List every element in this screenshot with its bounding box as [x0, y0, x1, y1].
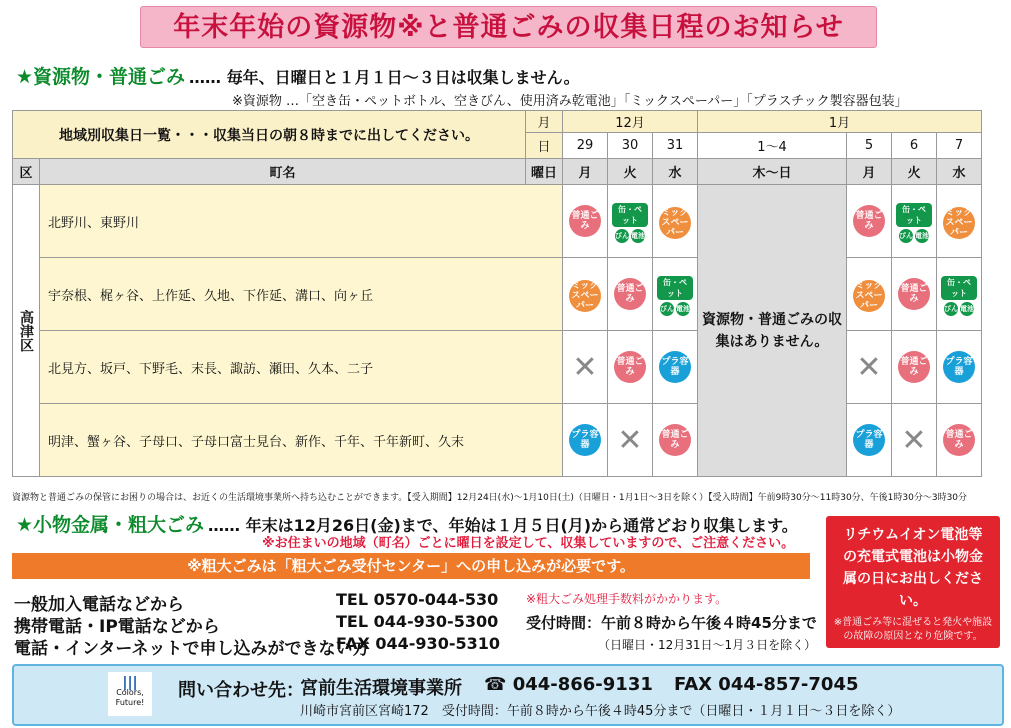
dow-tue: 火	[608, 159, 653, 185]
day-7: 7	[937, 133, 982, 159]
futsu-icon: 普通ごみ	[853, 205, 885, 237]
table-row	[40, 331, 563, 404]
section1-note: …… 毎年、日曜日と１月１日〜３日は収集しません。	[189, 68, 580, 87]
town-list: 北見方、坂戸、下野毛、末長、諏訪、瀬田、久本、二子	[48, 361, 374, 377]
month-december: 12月	[563, 111, 698, 133]
town-label: 町名	[40, 159, 526, 185]
futsu-icon: 普通ごみ	[943, 424, 975, 456]
oversize-center-bar: ※粗大ごみは「粗大ごみ受付センター」への申し込みが必要です。	[12, 553, 810, 579]
dow-wed2: 水	[937, 159, 982, 185]
day-31: 31	[653, 133, 698, 159]
pura-icon: プラ容器	[943, 351, 975, 383]
futsu-icon: 普通ごみ	[614, 278, 646, 310]
battery-warning-text: リチウムイオン電池等の充電式電池は小物金属の日にお出しください。	[843, 527, 983, 609]
pura-icon: プラ容器	[853, 424, 885, 456]
fee-note: ※粗大ごみ処理手数料がかかります。	[526, 592, 728, 606]
futsu-icon: 普通ごみ	[898, 351, 930, 383]
day-1-4: 1〜4	[698, 133, 847, 159]
section2-heading: ★小物金属・粗大ごみ …… 年末は12月26日(金)まで、年始は１月５日(月)から通常どおり収集します。	[16, 514, 798, 536]
futsu-icon: 普通ごみ	[659, 424, 691, 456]
day-30: 30	[608, 133, 653, 159]
table-row	[40, 404, 563, 477]
ku-label: 区	[13, 159, 40, 185]
office-name: 宮前生活環境事業所	[300, 678, 462, 699]
office-tel[interactable]: ☎ 044-866-9131	[484, 674, 653, 695]
dow-mon: 月	[563, 159, 608, 185]
town-list: 明津、蟹ヶ谷、子母口、子母口富士見台、新作、千年、千年新町、久末	[48, 434, 465, 450]
pura-icon: プラ容器	[569, 424, 601, 456]
mix-paper-icon: ミックスペーパー	[943, 207, 975, 239]
dow-mon2: 月	[847, 159, 892, 185]
section2-note: …… 年末は12月26日(金)まで、年始は１月５日(月)から通常どおり収集します。	[208, 516, 798, 535]
day-29: 29	[563, 133, 608, 159]
section1-sub: ※資源物 …「空き缶・ペットボトル、空きびん、使用済み乾電池」「ミックスペーパー」「プラスチック製容器包装」	[232, 94, 908, 109]
reception-hours: 受付時間：午前８時から午後４時45分まで	[526, 614, 817, 632]
no-collection-cross-icon: ✕	[617, 422, 643, 458]
no-collection-cross-icon: ✕	[572, 349, 598, 385]
contact-label-mobile: 携帯電話・IP電話などから	[14, 617, 220, 637]
office-address: 川崎市宮前区宮崎172 受付時間：午前８時から午後４時45分まで（日曜日・１月１日〜３日を除く）	[300, 704, 901, 719]
contact-number-mobile[interactable]: TEL 044-930-5300	[336, 612, 499, 631]
town-list: 宇奈根、梶ヶ谷、上作延、久地、下作延、溝口、向ヶ丘	[48, 288, 374, 304]
dow-label: 曜日	[526, 159, 563, 185]
futsu-icon: 普通ごみ	[569, 205, 601, 237]
title-banner	[140, 6, 877, 48]
dow-tue2: 火	[892, 159, 937, 185]
dropoff-note: 資源物と普通ごみの保管にお困りの場合は、お近くの生活環境事業所へ持ち込むことができます。【受入期間】12月24日(水)〜1月10日(土)（日曜日・1月1日〜3日を除く）【受入時間】午前9時30分〜11時30分、午後1時30分〜3時30分	[12, 493, 968, 503]
mix-paper-icon: ミックスペーパー	[853, 280, 885, 312]
mix-paper-icon: ミックスペーパー	[569, 280, 601, 312]
table-row	[40, 185, 563, 258]
reception-hours-note: （日曜日・12月31日〜1月３日を除く）	[598, 638, 817, 652]
table-row	[40, 258, 563, 331]
pura-icon: プラ容器	[659, 351, 691, 383]
office-fax[interactable]: FAX 044-857-7045	[674, 674, 859, 695]
no-collection-cross-icon: ✕	[901, 422, 927, 458]
battery-warning-note: ※普通ごみ等に混ぜると発火や施設の故障の原因となり危険です。	[833, 617, 993, 642]
mix-paper-icon: ミックスペーパー	[659, 207, 691, 239]
inquiry-label: 問い合わせ先：	[178, 680, 304, 701]
battery-warning-box	[826, 516, 1000, 648]
page-title: 年末年始の資源物※と普通ごみの収集日程のお知らせ	[173, 12, 844, 43]
futsu-icon: 普通ごみ	[614, 351, 646, 383]
area-warning: ※お住まいの地域（町名）ごとに曜日を設定して、収集していますので、ご注意ください。	[262, 536, 795, 551]
ward-label: 高津区	[13, 185, 40, 477]
schedule-table	[12, 110, 982, 477]
can-bottle-icon: 缶・ペット びん 電池	[612, 205, 648, 241]
contact-number-fax[interactable]: FAX 044-930-5310	[336, 634, 500, 653]
month-label: 月	[526, 111, 563, 133]
no-collection-cross-icon: ✕	[856, 349, 882, 385]
table-title: 地域別収集日一覧・・・収集当日の朝８時までに出してください。	[13, 111, 526, 159]
can-bottle-icon: 缶・ペット びん 電池	[941, 278, 977, 314]
city-logo: ||| Colors, Future!	[108, 672, 152, 716]
section1-heading: ★資源物・普通ごみ …… 毎年、日曜日と１月１日〜３日は収集しません。	[16, 66, 580, 88]
day-label: 日	[526, 133, 563, 159]
futsu-icon: 普通ごみ	[898, 278, 930, 310]
can-bottle-icon: 缶・ペット びん 電池	[896, 205, 932, 241]
can-bottle-icon: 缶・ペット びん 電池	[657, 278, 693, 314]
contact-number-landline[interactable]: TEL 0570-044-530	[336, 590, 499, 609]
dow-wed: 水	[653, 159, 698, 185]
day-5: 5	[847, 133, 892, 159]
contact-label-fax: 電話・インターネットで申し込みができない方	[14, 639, 370, 659]
no-collection-note: 資源物・普通ごみの収集はありません。	[698, 185, 847, 477]
month-january: 1月	[698, 111, 982, 133]
dow-thu-sun: 木〜日	[698, 159, 847, 185]
contact-label-landline: 一般加入電話などから	[14, 595, 184, 615]
day-6: 6	[892, 133, 937, 159]
town-list: 北野川、東野川	[48, 215, 140, 231]
